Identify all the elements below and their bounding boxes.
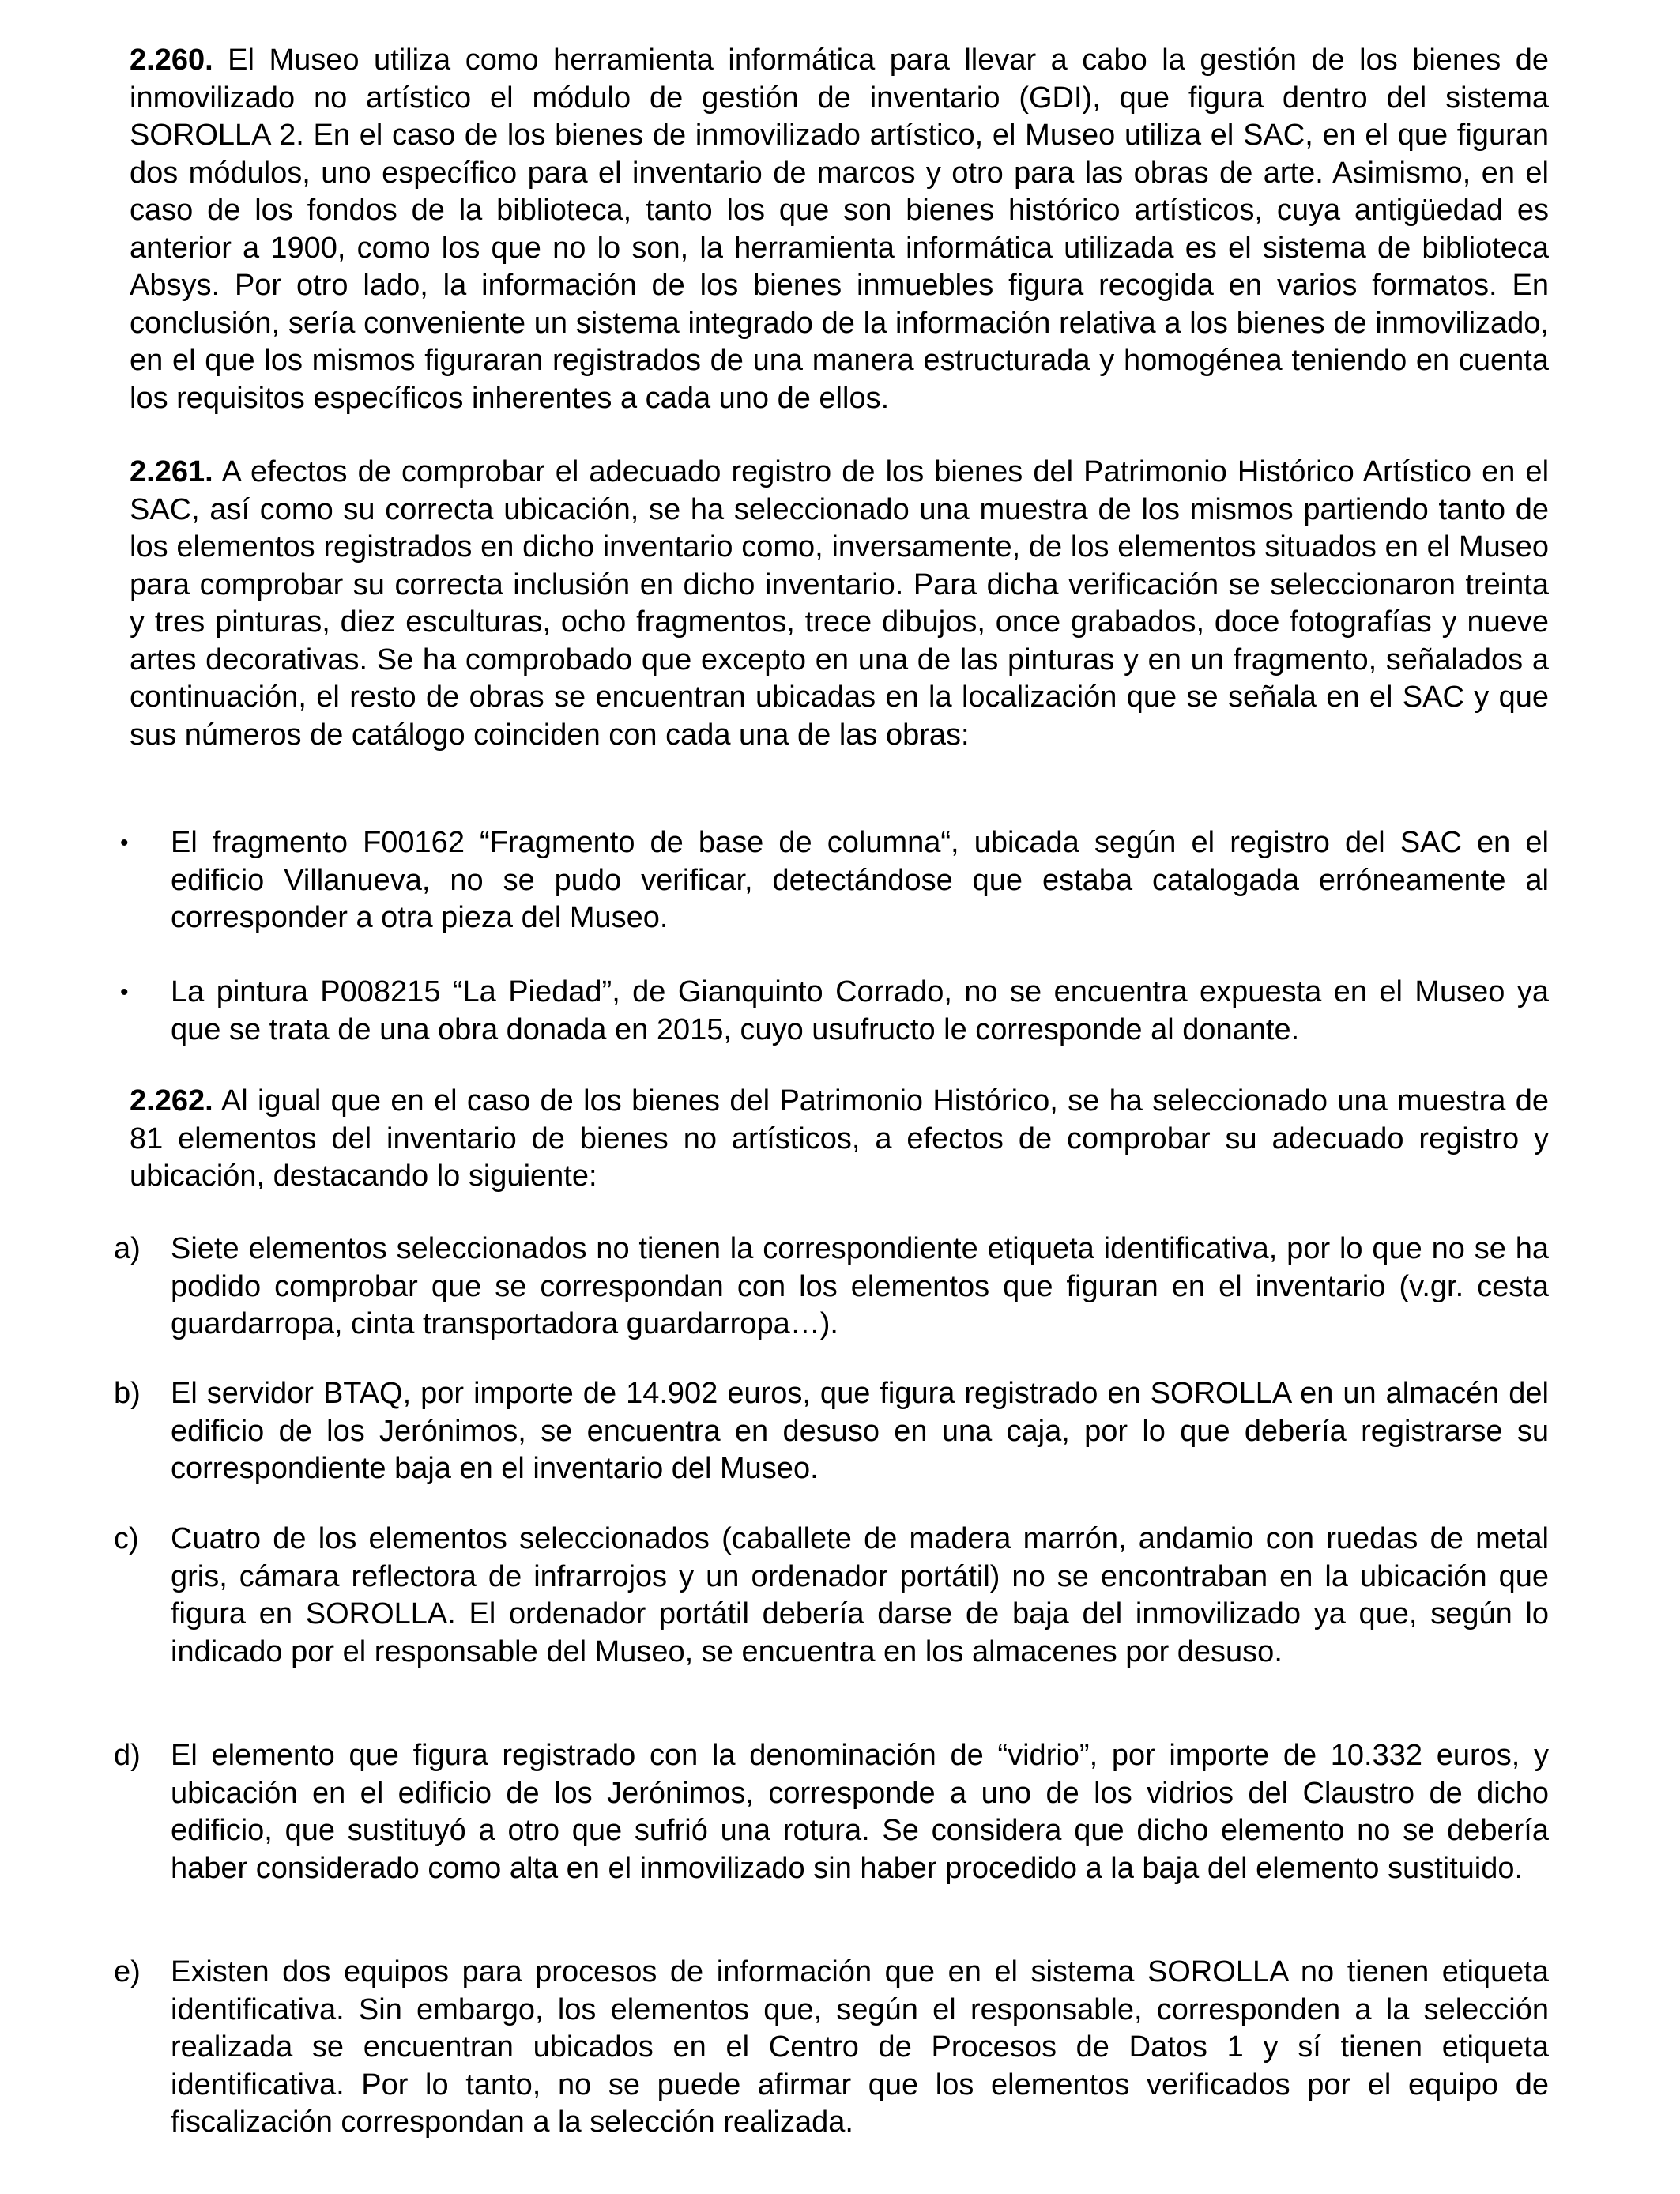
list-item-e	[114, 1954, 1549, 2142]
list-marker: d)	[114, 1739, 141, 1772]
paragraph-2-262	[130, 1083, 1549, 1196]
paragraph-number: 2.261.	[130, 455, 213, 488]
list-item-text: El servidor BTAQ, por importe de 14.902 euros, que figura registrado en SOROLLA en un almacén del edificio de los Jerónimos, se encuentra en desuso en una caja, por lo que debería registrarse su correspondiente baja en el inventario del Museo.	[171, 1377, 1549, 1485]
bullet-text: La pintura P008215 “La Piedad”, de Gianquinto Corrado, no se encuentra expuesta en el Museo ya que se trata de una obra donada en 2015, cuyo usufructo le corresponde al donante.	[171, 975, 1549, 1046]
bullet-marker: •	[120, 979, 129, 1005]
list-item-text: Existen dos equipos para procesos de información que en el sistema SOROLLA no tienen etiqueta identificativa. Sin embargo, los elementos que, según el responsable, corresponden a la selección realizada se encuentran ubicados en el Centro de Procesos de Datos 1 y sí tienen etiqueta identificativa. Por lo tanto, no se puede afirmar que los elementos verificados por el equipo de fiscalización correspondan a la selección realizada.	[171, 1955, 1549, 2139]
bullet-item	[114, 974, 1549, 1049]
bullet-marker: •	[120, 830, 129, 856]
list-marker: b)	[114, 1377, 141, 1410]
bullet-item	[114, 824, 1549, 937]
list-marker: e)	[114, 1955, 141, 1989]
paragraph-2-260	[130, 42, 1549, 417]
paragraph-text: El Museo utiliza como herramienta informática para llevar a cabo la gestión de los bienes de inmovilizado no artístico el módulo de gestión de inventario (GDI), que figura dentro del sistema SOROLLA 2. En el caso de los bienes de inmovilizado artístico, el Museo utiliza el SAC, en el que figuran dos módulos, uno específico para el inventario de marcos y otro para las obras de arte. Asimismo, en el caso de los fondos de la biblioteca, tanto los que son bienes histórico artísticos, cuya antigüedad es anterior a 1900, como los que no lo son, la herramienta informática utilizada es el sistema de biblioteca Absys. Por otro lado, la información de los bienes inmuebles figura recogida en varios formatos. En conclusión, sería conveniente un sistema integrado de la información relativa a los bienes de inmovilizado, en el que los mismos figuraran registrados de una manera estructurada y homogénea teniendo en cuenta los requisitos específicos inherentes a cada uno de ellos.	[130, 43, 1549, 415]
list-item-text: Cuatro de los elementos seleccionados (caballete de madera marrón, andamio con ruedas de metal gris, cámara reflectora de infrarrojos y un ordenador portátil) no se encontraban en la ubicación que figura en SOROLLA. El ordenador portátil debería darse de baja del inmovilizado ya que, según lo indicado por el responsable del Museo, se encuentra en los almacenes por desuso.	[171, 1522, 1549, 1668]
list-marker: c)	[114, 1522, 139, 1555]
paragraph-2-261	[130, 454, 1549, 754]
paragraph-number: 2.262.	[130, 1084, 213, 1118]
list-item-text: El elemento que figura registrado con la denominación de “vidrio”, por importe de 10.332 euros, y ubicación en el edificio de los Jerónimos, corresponde a uno de los vidrios del Claustro de dicho edificio, que sustituyó a otro que sufrió una rotura. Se considera que dicho elemento no se debería haber considerado como alta en el inmovilizado sin haber procedido a la baja del elemento sustituido.	[171, 1739, 1549, 1885]
paragraph-number: 2.260.	[130, 43, 213, 77]
bullet-text: El fragmento F00162 “Fragmento de base de columna“, ubicada según el registro del SAC en el edificio Villanueva, no se pudo verificar, detectándose que estaba catalogada erróneamente al corresponder a otra pieza del Museo.	[171, 826, 1549, 934]
list-item-b	[114, 1375, 1549, 1488]
list-item-text: Siete elementos seleccionados no tienen la correspondiente etiqueta identificativa, por lo que no se ha podido comprobar que se correspondan con los elementos que figuran en el inventario (v.gr. cesta guardarropa, cinta transportadora guardarropa…).	[171, 1232, 1549, 1340]
list-item-d	[114, 1737, 1549, 1887]
list-marker: a)	[114, 1232, 141, 1265]
paragraph-text: A efectos de comprobar el adecuado registro de los bienes del Patrimonio Histórico Artístico en el SAC, así como su correcta ubicación, se ha seleccionado una muestra de los mismos partiendo tanto de los elementos registrados en dicho inventario como, inversamente, de los elementos situados en el Museo para comprobar su correcta inclusión en dicho inventario. Para dicha verificación se seleccionaron treinta y tres pinturas, diez esculturas, ocho fragmentos, trece dibujos, once grabados, doce fotografías y nueve artes decorativas. Se ha comprobado que excepto en una de las pinturas y en un fragmento, señalados a continuación, el resto de obras se encuentran ubicadas en la localización que se señala en el SAC y que sus números de catálogo coinciden con cada una de las obras:	[130, 455, 1550, 752]
list-item-a	[114, 1231, 1549, 1344]
list-item-c	[114, 1521, 1549, 1671]
paragraph-text: Al igual que en el caso de los bienes del Patrimonio Histórico, se ha seleccionado una muestra de 81 elementos del inventario de bienes no artísticos, a efectos de comprobar su adecuado registro y ubicación, destacando lo siguiente:	[130, 1084, 1549, 1193]
